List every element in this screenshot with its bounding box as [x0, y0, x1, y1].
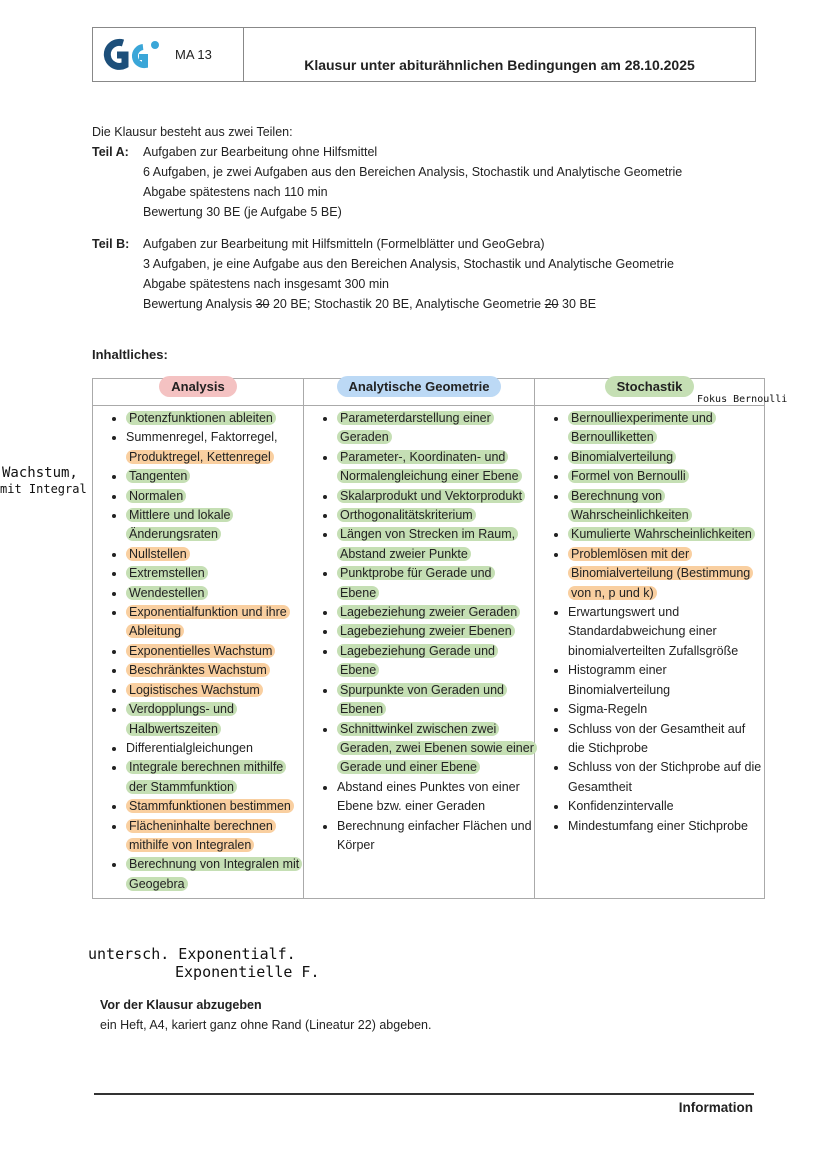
- topic-text: Lagebeziehung Gerade und Ebene: [337, 644, 498, 677]
- divider: [94, 1093, 754, 1095]
- topic-text: Konfidenzintervalle: [568, 799, 674, 814]
- teil-b-bewertung: [92, 294, 772, 314]
- topic-item: [568, 545, 764, 603]
- topic-item: [568, 797, 764, 816]
- information-label: Information: [678, 1100, 753, 1115]
- intro-lead: Die Klausur besteht aus zwei Teilen:: [92, 125, 293, 139]
- topic-item: [568, 448, 764, 467]
- col-header-geometry: [304, 379, 535, 406]
- topic-text: Skalarprodukt und Vektorprodukt: [337, 489, 525, 503]
- header-box: [92, 27, 756, 82]
- topic-item: [337, 720, 534, 778]
- topic-item: [568, 758, 764, 797]
- teil-a-line: Aufgaben zur Bearbeitung ohne Hilfsmittel: [143, 145, 378, 159]
- topic-text: Schluss von der Gesamtheit auf die Stichprobe: [568, 721, 746, 755]
- topic-text: Stammfunktionen bestimmen: [126, 799, 294, 813]
- topic-item: [126, 661, 303, 680]
- topic-item: [568, 720, 764, 759]
- topic-text: Punktprobe für Gerade und Ebene: [337, 566, 495, 599]
- topic-text: Schnittwinkel zwischen zwei Geraden, zwei Ebenen sowie einer Gerade und einer Ebene: [337, 722, 537, 775]
- topic-text: Kumulierte Wahrscheinlichkeiten: [568, 527, 755, 541]
- topic-item: [126, 506, 303, 545]
- topic-item: [126, 409, 303, 428]
- topic-text: Extremstellen: [126, 566, 208, 580]
- handwritten-note: mit Integral: [0, 482, 87, 496]
- topic-item: [568, 700, 764, 719]
- footer-section: [100, 995, 431, 1035]
- handwritten-note: untersch. Exponentialf.: [88, 945, 296, 963]
- col-header-analysis: [93, 379, 304, 406]
- topic-text: Mittlere und lokale Änderungsraten: [126, 508, 233, 541]
- topic-item: [337, 642, 534, 681]
- topic-text: Parameterdarstellung einer Geraden: [337, 411, 494, 444]
- topic-item: [568, 487, 764, 526]
- exam-title: Klausur unter abiturähnlichen Bedingungen am 28.10.2025: [304, 57, 695, 73]
- topic-item: [337, 506, 534, 525]
- teil-a-line: Abgabe spätestens nach 110 min: [143, 185, 328, 199]
- topic-text: Schluss von der Stichprobe auf die Gesamtheit: [568, 760, 762, 794]
- teil-b-line: Abgabe spätestens nach insgesamt 300 min: [143, 277, 389, 291]
- topic-item: [337, 622, 534, 641]
- topic-text: Nullstellen: [126, 547, 190, 561]
- topic-item: [568, 409, 764, 448]
- topic-item: [337, 564, 534, 603]
- header-left: [93, 28, 244, 81]
- topic-text: Berechnung von Integralen mit Geogebra: [126, 857, 302, 890]
- topic-item: [568, 817, 764, 836]
- topic-item: [337, 487, 534, 506]
- school-logo-icon: [103, 37, 161, 73]
- topic-item: [126, 564, 303, 583]
- topic-item: [568, 525, 764, 544]
- topic-text: Summenregel, Faktorregel,: [126, 430, 278, 445]
- text: Bewertung Analysis: [143, 297, 256, 311]
- topic-item: [126, 758, 303, 797]
- topic-text: Exponentielles Wachstum: [126, 644, 275, 658]
- topic-text: Produktregel, Kettenregel: [126, 450, 274, 464]
- handwritten-note: Fokus Bernoulli: [697, 394, 788, 405]
- teil-b-line: 3 Aufgaben, je eine Aufgabe aus den Bereichen Analysis, Stochastik und Analytische Geometrie: [143, 257, 674, 271]
- topic-item: [337, 448, 534, 487]
- teil-b-label: Teil B:: [92, 237, 130, 251]
- topic-item: [126, 700, 303, 739]
- topic-text: Flächeninhalte berechnen mithilfe von Integralen: [126, 819, 276, 852]
- topic-text: Differentialgleichungen: [126, 740, 253, 755]
- topic-item: [126, 545, 303, 564]
- topic-text: Potenzfunktionen ableiten: [126, 411, 276, 425]
- teil-a-line: 6 Aufgaben, je zwei Aufgaben aus den Bereichen Analysis, Stochastik und Analytische Geometrie: [143, 165, 683, 179]
- teil-a-line: Bewertung 30 BE (je Aufgabe 5 BE): [143, 205, 342, 219]
- topic-item: [568, 467, 764, 486]
- struck-value: 30: [255, 297, 270, 311]
- topic-text: Orthogonalitätskriterium: [337, 508, 476, 522]
- topic-item: [126, 428, 303, 467]
- topic-item: [126, 855, 303, 894]
- topic-text: Problemlösen mit der Binomialverteilung (Bestimmung von n, p und k): [568, 547, 753, 600]
- topic-text: Bernoulliexperimente und Bernoulliketten: [568, 411, 716, 444]
- footer-text: ein Heft, A4, kariert ganz ohne Rand (Lineatur 22) abgeben.: [100, 1018, 432, 1032]
- footer-title: Vor der Klausur abzugeben: [100, 998, 262, 1012]
- teil-a-label: Teil A:: [92, 145, 129, 159]
- topic-item: [126, 797, 303, 816]
- header-label: Analytische Geometrie: [337, 376, 502, 397]
- topic-text: Formel von Bernoulli: [568, 469, 689, 483]
- content-table: [92, 378, 765, 899]
- topic-text: Normalen: [126, 489, 186, 503]
- course-code: MA 13: [175, 47, 212, 62]
- inhalt-title: Inhaltliches:: [92, 347, 168, 362]
- topic-item: [126, 739, 303, 758]
- topic-text: Verdopplungs- und Halbwertszeiten: [126, 702, 237, 735]
- topic-text: Binomialverteilung: [568, 450, 676, 464]
- topic-text: Mindestumfang einer Stichprobe: [568, 818, 748, 833]
- analysis-column: [93, 406, 304, 899]
- topic-text: Beschränktes Wachstum: [126, 663, 270, 677]
- topic-item: [126, 487, 303, 506]
- topic-text: Spurpunkte von Geraden und Ebenen: [337, 683, 507, 716]
- topic-item: [126, 642, 303, 661]
- teil-b-line: Aufgaben zur Bearbeitung mit Hilfsmitteln (Formelblätter und GeoGebra): [143, 237, 545, 251]
- topic-item: [126, 681, 303, 700]
- topic-item: [568, 661, 764, 700]
- topic-item: [337, 409, 534, 448]
- topic-item: [126, 817, 303, 856]
- topic-text: Sigma-Regeln: [568, 702, 648, 717]
- topic-text: Exponentialfunktion und ihre Ableitung: [126, 605, 290, 638]
- topic-text: Parameter-, Koordinaten- und Normalengleichung einer Ebene: [337, 450, 522, 483]
- topic-text: Abstand eines Punktes von einer Ebene bzw. einer Geraden: [337, 779, 520, 814]
- handwritten-note: Wachstum,: [2, 465, 78, 481]
- topic-text: Längen von Strecken im Raum, Abstand zweier Punkte: [337, 527, 518, 560]
- topic-item: [126, 603, 303, 642]
- topic-item: [337, 525, 534, 564]
- topic-text: Berechnung von Wahrscheinlichkeiten: [568, 489, 692, 522]
- topic-text: Logistisches Wachstum: [126, 683, 263, 697]
- stochastik-column: [535, 406, 765, 899]
- handwritten-note: Exponentielle F.: [175, 963, 320, 981]
- topic-text: Lagebeziehung zweier Geraden: [337, 605, 520, 619]
- topic-item: [337, 817, 534, 856]
- geometry-column: [304, 406, 535, 899]
- topic-text: Tangenten: [126, 469, 190, 483]
- topic-text: Wendestellen: [126, 586, 208, 600]
- topic-text: Lagebeziehung zweier Ebenen: [337, 624, 515, 638]
- topic-text: Histogramm einer Binomialverteilung: [568, 663, 671, 697]
- topic-item: [126, 584, 303, 603]
- topic-item: [126, 467, 303, 486]
- text: 20 BE; Stochastik 20 BE, Analytische Geometrie: [269, 297, 545, 311]
- header-label: Analysis: [159, 376, 236, 397]
- text: 30 BE: [558, 297, 597, 311]
- intro-section: [92, 122, 772, 314]
- topic-item: [337, 681, 534, 720]
- header-label: Stochastik: [605, 376, 695, 397]
- topic-text: Erwartungswert und Standardabweichung einer binomialverteilten Zufallsgröße: [568, 605, 739, 658]
- topic-text: Integrale berechnen mithilfe der Stammfunktion: [126, 760, 286, 793]
- topic-item: [337, 603, 534, 622]
- topic-item: [337, 778, 534, 817]
- topic-text: Berechnung einfacher Flächen und Körper: [337, 818, 532, 852]
- struck-value: 20: [544, 297, 559, 311]
- topic-item: [568, 603, 764, 661]
